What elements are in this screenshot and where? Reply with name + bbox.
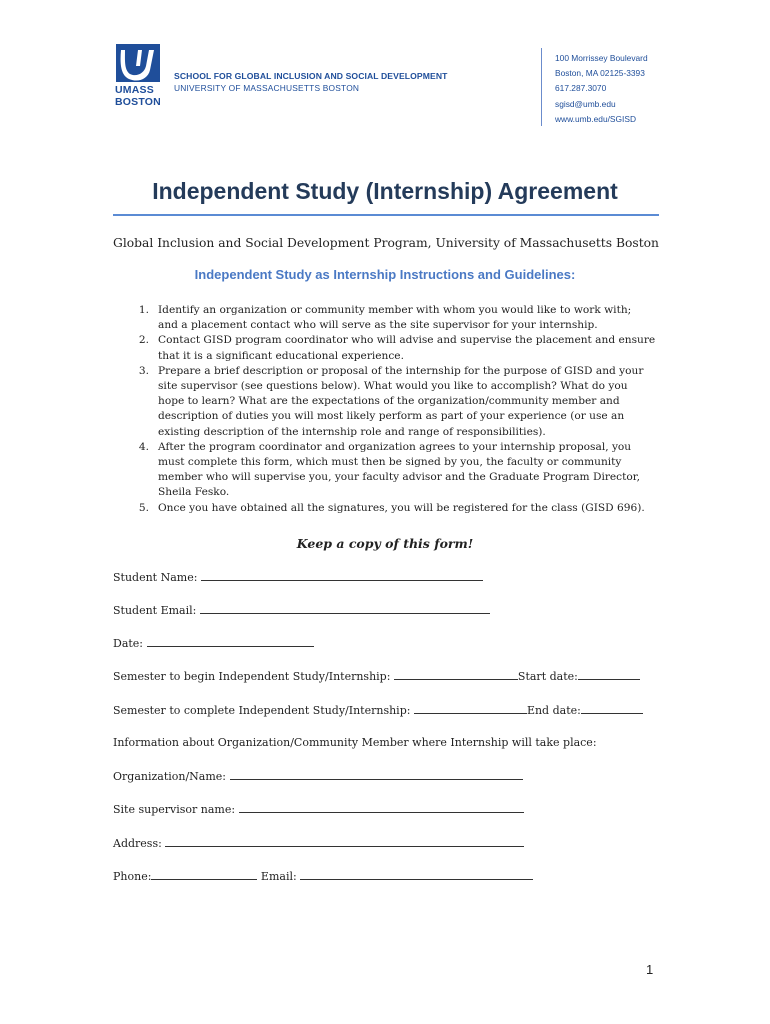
phone-label: Phone: <box>113 870 152 883</box>
student-email-label: Student Email: <box>113 604 197 617</box>
address-label: Address: <box>113 837 162 850</box>
address-row <box>113 836 524 850</box>
semester-begin-field[interactable] <box>394 669 518 680</box>
program-line: Global Inclusion and Social Development Program, University of Massachusetts Boston <box>113 236 659 250</box>
email-label: Email: <box>260 870 297 883</box>
end-date-label: End date: <box>526 704 581 717</box>
list-line: existing description of the internship role and range of responsibilities). <box>158 425 546 438</box>
org-name-row <box>113 769 523 783</box>
org-info-label: Information about Organization/Community Member where Internship will take place: <box>113 736 597 749</box>
site-supervisor-field[interactable] <box>239 802 524 813</box>
instructions-heading: Independent Study as Internship Instructions and Guidelines: <box>194 267 576 282</box>
list-line: After the program coordinator and organization agrees to your internship proposal, you <box>158 440 632 453</box>
page-number: 1 <box>646 962 654 977</box>
phone-email-row <box>113 869 533 883</box>
list-line: Contact GISD program coordinator who will advise and supervise the placement and ensure <box>158 334 656 347</box>
list-line: must complete this form, which must then be signed by you, the faculty or community <box>158 456 622 469</box>
header-divider <box>541 48 542 126</box>
school-name: SCHOOL FOR GLOBAL INCLUSION AND SOCIAL DEVELOPMENT <box>174 71 448 81</box>
semester-begin-label: Semester to begin Independent Study/Internship: <box>113 670 391 683</box>
logo-wordmark-umass: UMASS <box>115 84 154 96</box>
title-underline <box>113 214 659 216</box>
list-number: 1. <box>138 304 149 316</box>
logo-wordmark <box>115 84 161 108</box>
list-line: Identify an organization or community member with whom you would like to work with; <box>158 304 632 316</box>
start-date-field[interactable] <box>578 669 640 680</box>
instructions-list <box>113 303 658 516</box>
org-name-label: Organization/Name: <box>113 770 227 783</box>
date-label: Date: <box>113 637 144 650</box>
semester-complete-label: Semester to complete Independent Study/Internship: <box>113 704 411 717</box>
contact-phone: 617.287.3070 <box>555 83 607 94</box>
logo-wordmark-boston: BOSTON <box>115 96 161 108</box>
phone-field[interactable] <box>151 869 257 880</box>
contact-block <box>555 51 648 127</box>
list-line: and a placement contact who will serve as the site supervisor for your internship. <box>158 319 598 332</box>
date-row <box>113 636 314 650</box>
list-number: 3. <box>138 364 149 377</box>
list-item <box>113 501 658 516</box>
list-line: description of duties you will most likely perform as part of your experience (or use an <box>158 410 625 423</box>
semester-begin-row <box>113 669 640 683</box>
student-email-field[interactable] <box>200 603 490 614</box>
site-supervisor-row <box>113 802 524 816</box>
site-supervisor-label: Site supervisor name: <box>113 803 236 816</box>
keep-copy-note: Keep a copy of this form! <box>296 536 474 551</box>
list-line: that it is a significant educational experience. <box>158 349 404 362</box>
list-line: Prepare a brief description or proposal of the internship for the purpose of GISD and your <box>158 364 644 377</box>
university-name: UNIVERSITY OF MASSACHUSETTS BOSTON <box>174 83 360 93</box>
contact-city: Boston, MA 02125-3393 <box>555 68 645 79</box>
list-number: 2. <box>138 334 149 347</box>
list-item <box>113 440 658 501</box>
list-number: 5. <box>138 501 149 514</box>
page-title: Independent Study (Internship) Agreement <box>152 178 618 204</box>
date-field[interactable] <box>147 636 314 647</box>
contact-street: 100 Morrissey Boulevard <box>555 53 648 63</box>
list-number: 4. <box>138 440 149 453</box>
student-name-row <box>113 570 483 584</box>
email-field[interactable] <box>300 869 533 880</box>
semester-complete-field[interactable] <box>414 703 527 714</box>
student-name-field[interactable] <box>201 570 483 581</box>
list-line: site supervisor (see questions below). What would you like to accomplish? What do you <box>158 380 628 393</box>
list-item <box>113 364 658 440</box>
org-info-row <box>113 736 597 749</box>
list-item <box>113 303 658 333</box>
student-email-row <box>113 603 490 617</box>
org-name-field[interactable] <box>230 769 523 780</box>
list-line: member who will supervise you, your faculty advisor and the Graduate Program Director, <box>158 471 640 484</box>
list-line: hope to learn? What are the expectations of the organization/community member and <box>158 395 620 408</box>
end-date-field[interactable] <box>581 703 643 714</box>
list-line: Sheila Fesko. <box>158 486 230 499</box>
contact-email[interactable]: sgisd@umb.edu <box>555 98 616 109</box>
semester-complete-row <box>113 703 643 717</box>
list-item <box>113 333 658 363</box>
student-name-label: Student Name: <box>113 571 198 584</box>
list-line: Once you have obtained all the signatures, you will be registered for the class (GISD 696). <box>158 501 645 514</box>
start-date-label: Start date: <box>517 670 578 683</box>
address-field[interactable] <box>165 836 524 847</box>
contact-web[interactable]: www.umb.edu/SGISD <box>555 113 636 124</box>
